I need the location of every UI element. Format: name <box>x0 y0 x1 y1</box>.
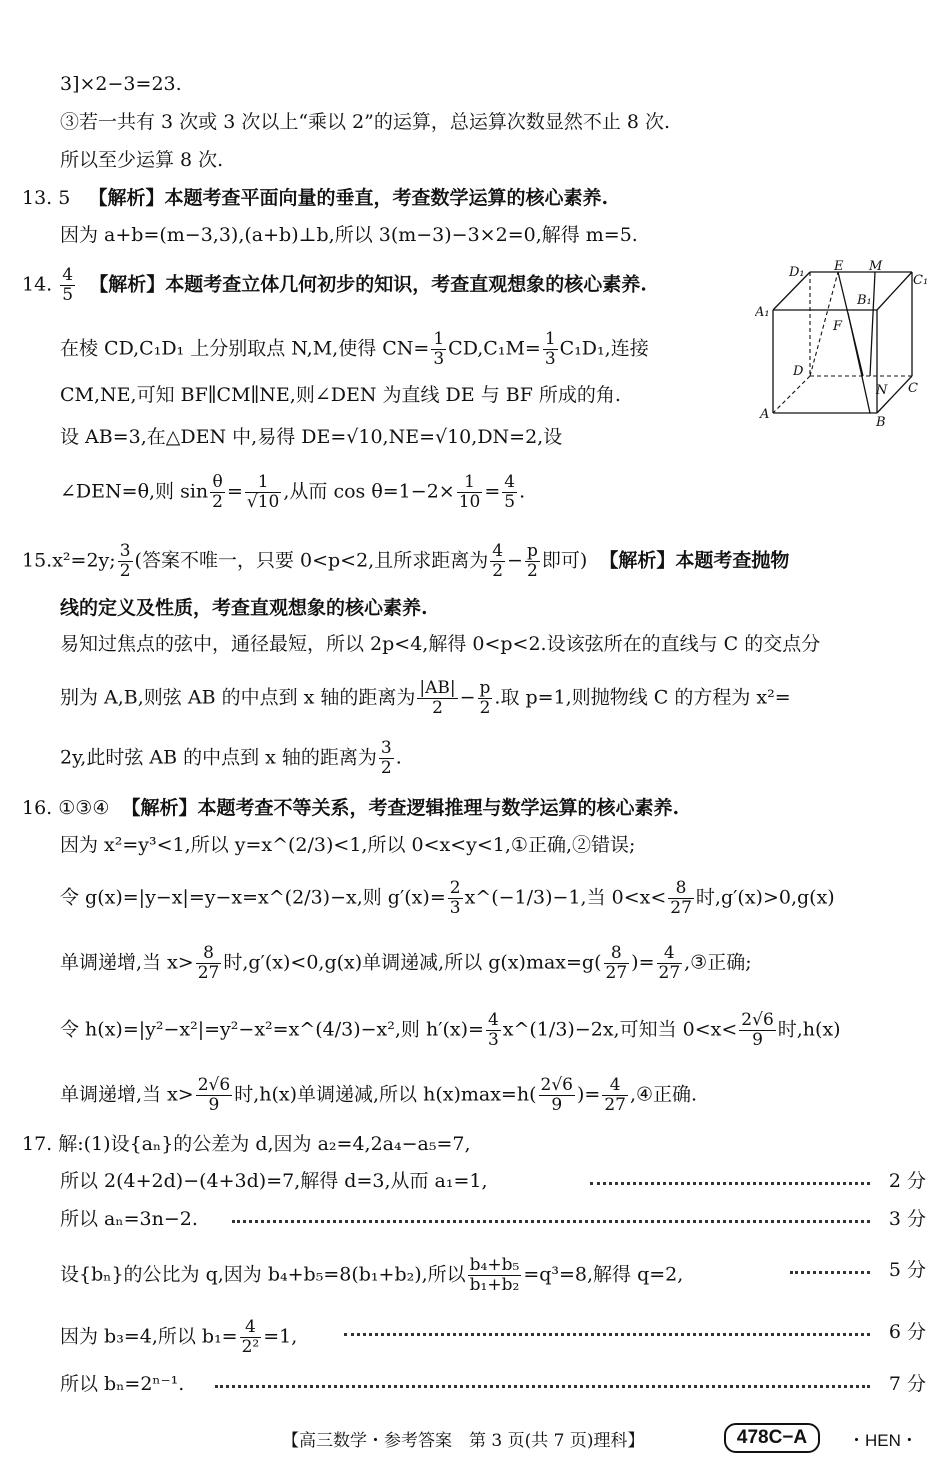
text-line: 在棱 CD,C₁D₁ 上分别取点 N,M,使得 CN= $\frac{1}{3}$ CD,C₁M= $\frac{1}{3}$ C₁D₁,连接 <box>60 329 649 369</box>
text-line: 因为 a+b=(m−3,3),(a+b)⊥b,所以 3(m−3)−3×2=0,解得 m=5. <box>60 224 638 246</box>
score: 2 分 <box>888 1170 926 1192</box>
dot-leader <box>232 1218 870 1223</box>
text-line: 设{bₙ}的公比为 q,因为 b₄+b₅=8(b₁+b₂),所以 $\frac{\text{b₄+b₅}}{\text{b₁+b₂}}$ =q³=8,解得 q=2, <box>60 1255 684 1295</box>
analysis-tag: 【解析】 <box>88 187 165 209</box>
text-line: 令 h(x)=|y²−x²|=y²−x²=x^(4/3)−x²,则 h′(x)= $\frac{4}{3}$ x^(1/3)−2x,可知当 0<x< $\frac{2√6}{9}$ 时,h(x) <box>60 1010 841 1050</box>
label-F: F <box>833 319 843 334</box>
q16-heading: 16. ①③④ 【解析】本题考查不等关系，考查逻辑推理与数学运算的核心素养. <box>22 797 680 819</box>
text-line: 易知过焦点的弦中，通径最短，所以 2p<4,解得 0<p<2.设该弦所在的直线与 C 的交点分 <box>60 633 821 655</box>
label-A: A <box>760 407 770 422</box>
text-line: 别为 A,B,则弦 AB 的中点到 x 轴的距离为 $\frac{|AB|}{2}$ − $\frac{p}{2}$ .取 p=1,则抛物线 C 的方程为 x²= <box>60 678 791 718</box>
q13-heading <box>22 184 608 212</box>
text-line: 设 AB=3,在△DEN 中,易得 DE=√10,NE=√10,DN=2,设 <box>60 426 563 448</box>
label-D1: D₁ <box>789 265 805 280</box>
dot-leader <box>590 1180 870 1185</box>
label-B: B <box>876 415 886 430</box>
score: 7 分 <box>888 1373 926 1395</box>
text-line: 因为 x²=y³<1,所以 y=x^(2/3)<1,所以 0<x<y<1,①正确,②错误; <box>60 834 636 856</box>
text-line: 2y,此时弦 AB 的中点到 x 轴的距离为 $\frac{3}{2}$ . <box>60 738 402 778</box>
label-B1: B₁ <box>857 293 872 308</box>
analysis-desc: 线的定义及性质，考查直观想象的核心素养. <box>60 597 428 619</box>
text-line: 所以 aₙ=3n−2. <box>60 1208 198 1230</box>
label-A1: A₁ <box>755 305 770 320</box>
score: 6 分 <box>888 1321 926 1343</box>
analysis-desc: 本题考查平面向量的垂直，考查数学运算的核心素养. <box>164 187 609 209</box>
question-number: 14. <box>22 273 53 296</box>
dot-leader <box>790 1269 870 1274</box>
label-M: M <box>869 259 883 274</box>
text-line: 单调递增,当 x> $\frac{8}{27}$ 时,g′(x)<0,g(x)单调递减,所以 g(x)max=g( $\frac{8}{27}$ )= $\frac{4}{27}$ ,③正确; <box>60 943 752 983</box>
footer-region: ・HEN・ <box>848 1431 918 1450</box>
answer-fraction: $\frac{4}{5}$ <box>62 265 74 305</box>
footer-text: 【高三数学・参考答案 第 3 页(共 7 页)理科】 <box>282 1431 645 1451</box>
text-line: 单调递增,当 x> $\frac{2√6}{9}$ 时,h(x)单调递减,所以 h(x)max=h( $\frac{2√6}{9}$ )= $\frac{4}{27}$ ,④正确. <box>60 1075 698 1115</box>
label-N: N <box>876 383 888 398</box>
q15-heading: 15.x²=2y; $\frac{3}{2}$ (答案不唯一，只要 0<p<2,且所求距离为 $\frac{4}{2}$ − $\frac{p}{2}$ 即可) 【解析】本题考查抛物 <box>22 541 790 581</box>
text-line: 令 g(x)=|y−x|=y−x=x^(2/3)−x,则 g′(x)= $\frac{2}{3}$ x^(−1/3)−1,当 0<x< $\frac{8}{27}$ 时,g′(x)>0,g(x) <box>60 878 835 918</box>
text-line: ③若一共有 3 次或 3 次以上“乘以 2”的运算，总运算次数显然不止 8 次. <box>60 111 671 133</box>
text-line: 所以 2(4+2d)−(4+3d)=7,解得 d=3,从而 a₁=1, <box>60 1170 488 1192</box>
cube-figure <box>755 258 935 433</box>
label-D: D <box>793 364 804 379</box>
text-line: ∠DEN=θ,则 sin $\frac{\theta}{2}$ = $\frac{1}{√10}$ ,从而 cos θ=1−2× $\frac{1}{10}$ = $\frac{4}{5}$ . <box>60 472 526 512</box>
page-footer <box>0 1423 950 1453</box>
dot-leader <box>215 1383 870 1388</box>
paper-code-badge: 478C−A <box>724 1423 820 1453</box>
score: 5 分 <box>888 1259 926 1281</box>
analysis-desc: 本题考查立体几何初步的知识，考查直观想象的核心素养. <box>165 273 647 296</box>
analysis-tag: 【解析】 <box>89 273 166 296</box>
text-line: 因为 b₃=4,所以 b₁= $\frac{4}{\text{2²}}$ =1, <box>60 1317 298 1357</box>
label-C: C <box>908 381 918 396</box>
text-line: CM,NE,可知 BF∥CM∥NE,则∠DEN 为直线 DE 与 BF 所成的角. <box>60 384 621 406</box>
q17-heading: 17. 解:(1)设{aₙ}的公差为 d,因为 a₂=4,2a₄−a₅=7, <box>22 1133 471 1155</box>
score: 3 分 <box>888 1208 926 1230</box>
question-number: 13. 5 <box>22 187 71 209</box>
text-line: 所以 bₙ=2ⁿ⁻¹. <box>60 1373 185 1395</box>
text-line: 所以至少运算 8 次. <box>60 149 224 171</box>
label-E: E <box>834 259 844 274</box>
label-C1: C₁ <box>913 273 929 288</box>
text-line: 3]×2−3=23. <box>60 73 182 95</box>
q14-heading <box>22 266 647 305</box>
dot-leader <box>344 1331 870 1336</box>
